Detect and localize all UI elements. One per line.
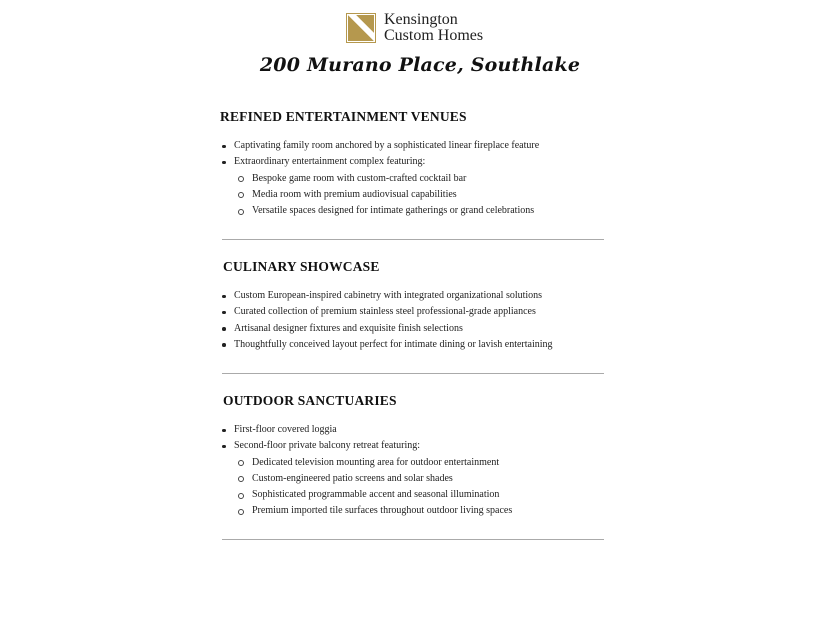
list-item: Custom European-inspired cabinetry with integrated organizational solutions (220, 288, 620, 304)
bullet-list (220, 138, 620, 219)
property-address: 200 Murano Place, Southlake (259, 54, 581, 76)
section-divider (222, 239, 604, 240)
list-item: Second-floor private balcony retreat featuring: (220, 438, 620, 454)
section-title: CULINARY SHOWCASE (223, 259, 380, 274)
bullet-list (220, 288, 620, 353)
sub-list-item: Sophisticated programmable accent and seasonal illumination (220, 487, 620, 503)
list-item: Captivating family room anchored by a sophisticated linear fireplace feature (220, 138, 620, 154)
sub-list-item: Bespoke game room with custom-crafted cocktail bar (220, 171, 620, 187)
company-logo (346, 12, 483, 44)
logo-wordmark (384, 12, 483, 44)
sub-list-item: Custom-engineered patio screens and solar shades (220, 471, 620, 487)
list-item: Thoughtfully conceived layout perfect for intimate dining or lavish entertaining (220, 337, 620, 353)
sub-list-item: Premium imported tile surfaces throughout outdoor living spaces (220, 503, 620, 519)
list-item: Curated collection of premium stainless steel professional-grade appliances (220, 304, 620, 320)
bullet-list (220, 422, 620, 520)
sub-list-item: Versatile spaces designed for intimate gatherings or grand celebrations (220, 203, 620, 219)
logo-line-1: Kensington (384, 11, 458, 28)
sub-list-item: Dedicated television mounting area for outdoor entertainment (220, 455, 620, 471)
list-item: Extraordinary entertainment complex featuring: (220, 154, 620, 170)
section-title: OUTDOOR SANCTUARIES (223, 393, 397, 408)
sub-list-item: Media room with premium audiovisual capabilities (220, 187, 620, 203)
section-divider (222, 539, 604, 540)
list-item: Artisanal designer fixtures and exquisite finish selections (220, 321, 620, 337)
section-divider (222, 373, 604, 374)
list-item: First-floor covered loggia (220, 422, 620, 438)
section-title: REFINED ENTERTAINMENT VENUES (220, 109, 467, 124)
kensington-logo-icon (346, 13, 376, 43)
logo-line-2: Custom Homes (384, 27, 484, 44)
